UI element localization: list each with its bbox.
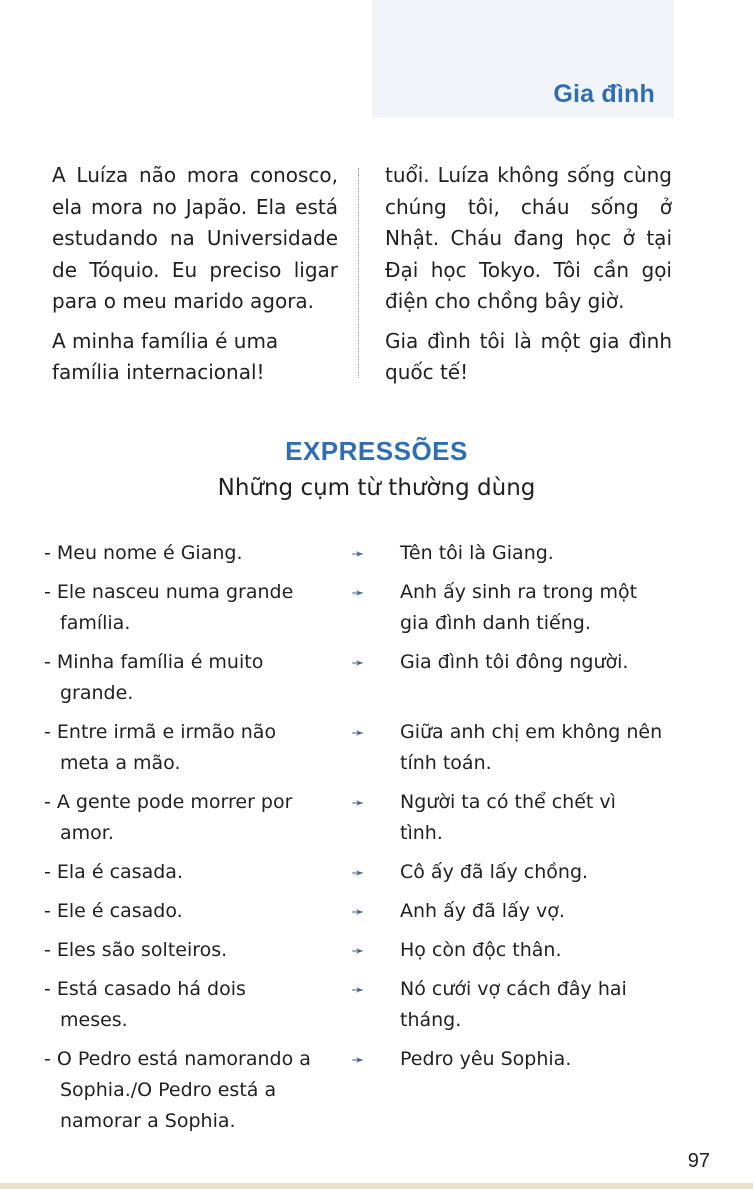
portuguese-paragraph: A Luíza não mora conosco, ela mora no Japão. Ela está estudando na Universidade de Tóquio. Eu preciso ligar para o meu marido agora.	[52, 163, 338, 313]
arrow-icon: ➛	[351, 863, 365, 882]
expression-vietnamese: Người ta có thể chết vì tình.	[400, 791, 616, 844]
section-title: EXPRESSÕES	[285, 436, 468, 466]
expression-vietnamese: Anh ấy sinh ra trong một gia đình danh tiếng.	[400, 581, 638, 634]
expression-row	[44, 896, 684, 927]
expression-row	[44, 717, 684, 779]
expression-portuguese: - Minha família é muito grande.	[44, 651, 264, 704]
arrow-icon: ➛	[351, 793, 365, 812]
portuguese-passage	[52, 160, 338, 397]
expression-vietnamese: Cô ấy đã lấy chồng.	[400, 861, 589, 883]
arrow-icon: ➛	[351, 1050, 365, 1069]
expression-portuguese: - Eles são solteiros.	[44, 939, 228, 961]
arrow-icon: ➛	[351, 723, 365, 742]
expression-portuguese: - Está casado há dois meses.	[44, 978, 246, 1031]
arrow-icon: ➛	[351, 941, 365, 960]
expression-row	[44, 974, 684, 1036]
expressions-list	[44, 538, 684, 1145]
expression-portuguese: - Ele é casado.	[44, 900, 183, 922]
section-subtitle: Những cụm từ thường dùng	[217, 475, 536, 501]
bottom-edge	[0, 1183, 753, 1189]
expression-row	[44, 538, 684, 569]
arrow-icon: ➛	[351, 980, 365, 999]
expression-portuguese: - Ela é casada.	[44, 861, 183, 883]
expression-portuguese: - A gente pode morrer por amor.	[44, 791, 293, 844]
vietnamese-passage	[385, 160, 672, 397]
column-divider	[358, 168, 359, 378]
page-number: 97	[687, 1150, 710, 1172]
expression-portuguese: - O Pedro está namorando a Sophia./O Pedro está a namorar a Sophia.	[44, 1048, 311, 1132]
expression-vietnamese: Gia đình tôi đông người.	[400, 651, 629, 673]
expression-vietnamese: Tên tôi là Giang.	[400, 542, 554, 564]
expression-portuguese: - Meu nome é Giang.	[44, 542, 243, 564]
vietnamese-paragraph: Gia đình tôi là một gia đình quốc tế!	[385, 328, 672, 384]
arrow-icon: ➛	[351, 653, 365, 672]
expression-row	[44, 857, 684, 888]
expression-portuguese: - Ele nasceu numa grande família.	[44, 581, 294, 634]
expression-portuguese: - Entre irmã e irmão não meta a mão.	[44, 721, 277, 774]
expression-row	[44, 787, 684, 849]
arrow-icon: ➛	[351, 583, 365, 602]
expression-vietnamese: Anh ấy đã lấy vợ.	[400, 900, 565, 922]
expression-vietnamese: Giữa anh chị em không nên tính toán.	[400, 721, 663, 774]
arrow-icon: ➛	[351, 902, 365, 921]
arrow-icon: ➛	[351, 544, 365, 563]
expression-vietnamese: Nó cưới vợ cách đây hai tháng.	[400, 978, 627, 1031]
expression-row	[44, 1044, 684, 1137]
expression-row	[44, 647, 684, 709]
vietnamese-paragraph: tuổi. Luíza không sống cùng chúng tôi, cháu sống ở Nhật. Cháu đang học ở tại Đại học Tokyo. Tôi cần gọi điện cho chồng bây giờ.	[385, 163, 672, 313]
chapter-title: Gia đình	[553, 80, 655, 108]
expression-vietnamese: Pedro yêu Sophia.	[400, 1048, 572, 1070]
portuguese-paragraph: A minha família é uma família internacional!	[52, 328, 279, 384]
expression-row	[44, 577, 684, 639]
expression-vietnamese: Họ còn độc thân.	[400, 939, 562, 961]
expression-row	[44, 935, 684, 966]
